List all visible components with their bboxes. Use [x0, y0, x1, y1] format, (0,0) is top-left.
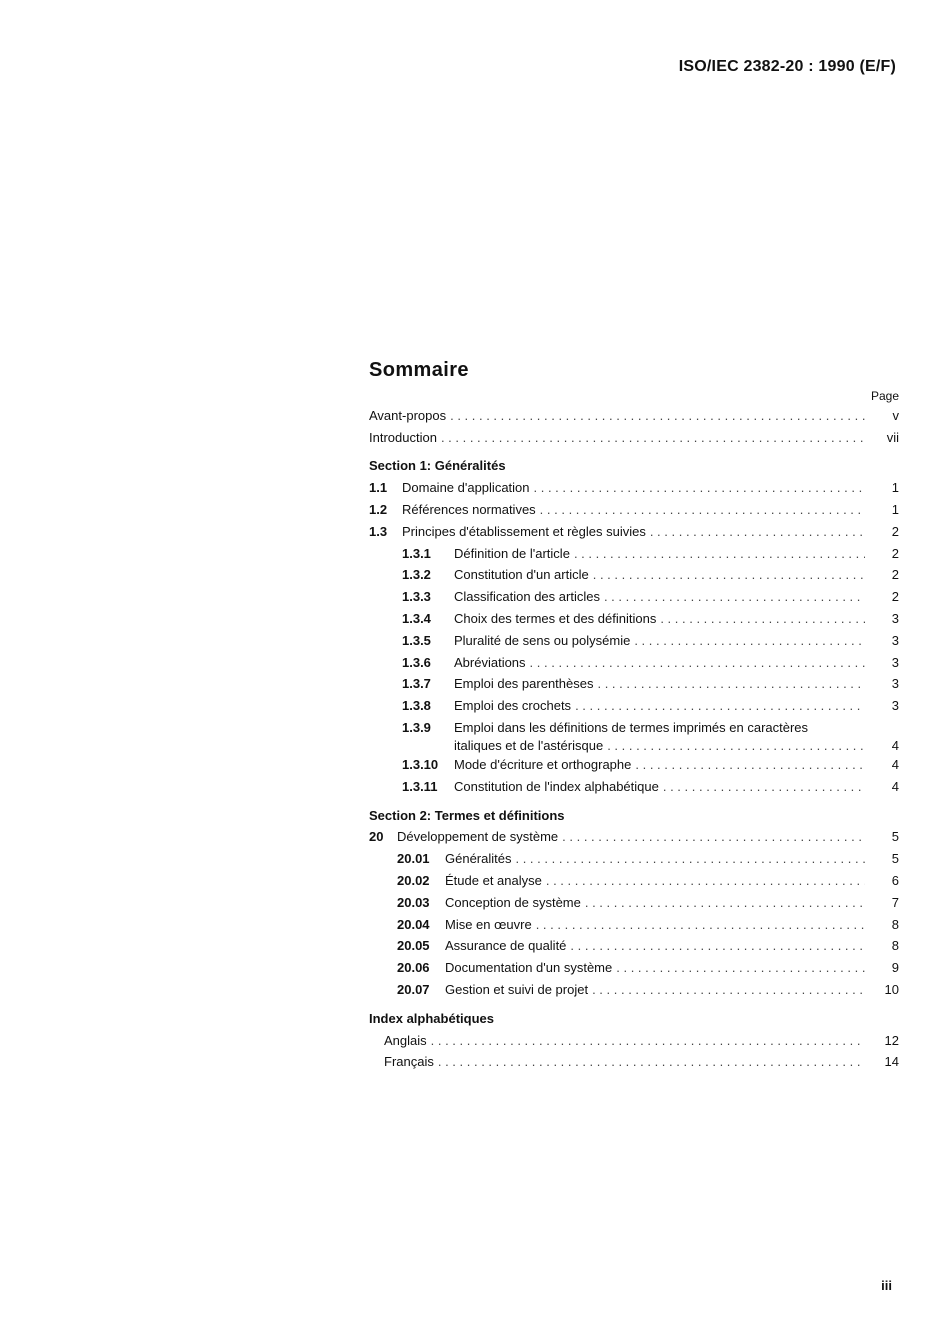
toc-entry-text: Anglais: [384, 1032, 427, 1048]
page-number: iii: [881, 1278, 892, 1293]
leader-dots: [515, 848, 865, 870]
section-2-heading: Section 2: Termes et définitions: [369, 807, 565, 823]
toc-entry-number: 1.3.9: [402, 719, 431, 735]
toc-entry-page: 3: [891, 610, 899, 626]
document-code: ISO/IEC 2382-20 : 1990 (E/F): [678, 58, 896, 75]
toc-entry-index-english[interactable]: [369, 1030, 899, 1052]
toc-subentry[interactable]: [369, 608, 899, 630]
toc-entry-number: 1.2: [369, 501, 388, 517]
toc-entry-text: Définition de l'article: [454, 545, 570, 561]
leader-dots: [431, 1030, 865, 1052]
toc-entry-page: 14: [884, 1054, 899, 1070]
leader-dots: [593, 564, 865, 586]
toc-entry-page: 2: [891, 523, 899, 539]
toc-entry-page: 4: [891, 778, 899, 794]
leader-dots: [616, 957, 865, 979]
toc-entry-page: 3: [891, 654, 899, 670]
toc-entry[interactable]: [369, 477, 899, 499]
toc-entry-number: 1.3.6: [402, 654, 431, 670]
toc-entry-number: 20.03: [397, 894, 430, 910]
toc-entry-page: 6: [891, 872, 899, 888]
leader-dots: [546, 870, 865, 892]
leader-dots: [607, 737, 865, 754]
page-column-label: Page: [870, 388, 899, 403]
leader-dots: [663, 776, 865, 798]
toc-entry-number: 1.1: [369, 480, 388, 496]
toc-entry-number: 1.3.5: [402, 632, 431, 648]
toc-entry-text: Références normatives: [402, 501, 536, 517]
toc-entry-introduction[interactable]: [369, 427, 899, 449]
toc-entry-foreword[interactable]: [369, 405, 899, 427]
leader-dots: [660, 608, 865, 630]
leader-dots: [592, 979, 865, 1001]
toc-entry-page: 2: [891, 589, 899, 605]
toc-subentry[interactable]: [369, 673, 899, 695]
toc-entry-number: 1.3.11: [402, 778, 438, 794]
toc-entry-text-continued: italiques et de l'astérisque: [454, 737, 604, 753]
toc-subentry[interactable]: [369, 695, 899, 717]
toc-entry[interactable]: [369, 499, 899, 521]
leader-dots: [534, 477, 865, 499]
toc-subentry[interactable]: [369, 652, 899, 674]
toc-entry-text: Choix des termes et des définitions: [454, 610, 657, 626]
toc-entry-page: vii: [886, 429, 899, 445]
toc-entry-page: 8: [891, 916, 899, 932]
leader-dots: [585, 892, 865, 914]
toc-entry-number: 20.01: [397, 851, 430, 867]
toc-entry-page: 4: [891, 737, 899, 753]
toc-entry-number: 20.02: [397, 872, 430, 888]
leader-dots: [530, 652, 865, 674]
toc-entry-text: Développement de système: [397, 829, 559, 845]
toc-entry-number: 1.3.4: [402, 610, 431, 626]
toc-entry-text: Étude et analyse: [445, 872, 542, 888]
toc-entry-text: Abréviations: [454, 654, 526, 670]
leader-dots: [441, 427, 865, 449]
toc-entry[interactable]: [369, 826, 899, 848]
toc-entry-page: 8: [891, 938, 899, 954]
toc-entry-number: 1.3.1: [402, 545, 431, 561]
toc-subentry[interactable]: [369, 870, 899, 892]
leader-dots: [536, 914, 865, 936]
leader-dots: [450, 405, 865, 427]
toc-entry-number: 20.04: [397, 916, 430, 932]
toc-entry-number: 1.3.2: [402, 567, 431, 583]
toc-entry-number: 1.3.8: [402, 698, 431, 714]
toc-entry-text: Assurance de qualité: [445, 938, 567, 954]
toc-entry-text: Mise en œuvre: [445, 916, 532, 932]
toc-entry-page: 12: [884, 1032, 899, 1048]
leader-dots: [575, 695, 865, 717]
toc-entry-page: 7: [891, 894, 899, 910]
toc-subentry[interactable]: [369, 979, 899, 1001]
toc-subentry[interactable]: [369, 564, 899, 586]
toc-entry-number: 1.3.7: [402, 676, 431, 692]
table-of-contents: [369, 360, 899, 1073]
toc-entry-text: Constitution de l'index alphabétique: [454, 778, 659, 794]
toc-entry-page: 3: [891, 676, 899, 692]
toc-subentry[interactable]: [369, 848, 899, 870]
toc-entry-page: 2: [891, 545, 899, 561]
toc-entry-page: v: [892, 407, 899, 423]
leader-dots: [570, 935, 865, 957]
toc-entry-text: Généralités: [445, 851, 512, 867]
toc-subentry[interactable]: [369, 543, 899, 565]
toc-entry-page: 10: [884, 981, 899, 997]
toc-entry-page: 9: [891, 960, 899, 976]
leader-dots: [540, 499, 865, 521]
toc-entry-number: 20: [369, 829, 384, 845]
toc-entry-text: Avant-propos: [369, 407, 447, 423]
toc-entry-number: 20.06: [397, 960, 430, 976]
toc-entry-text: Introduction: [369, 429, 437, 445]
toc-entry[interactable]: [369, 521, 899, 543]
toc-entry-page: 2: [891, 567, 899, 583]
toc-entry-text: Domaine d'application: [402, 480, 530, 496]
toc-entry-text: Gestion et suivi de projet: [445, 981, 589, 997]
toc-entry-text: Emploi dans les définitions de termes imprimés en caractères: [454, 719, 809, 735]
toc-entry-index-french[interactable]: [369, 1051, 899, 1073]
toc-subentry[interactable]: [369, 957, 899, 979]
toc-subentry-139[interactable]: [369, 717, 899, 737]
toc-subentry[interactable]: [369, 754, 899, 776]
leader-dots: [438, 1051, 865, 1073]
toc-entry-text: Emploi des crochets: [454, 698, 572, 714]
toc-entry-text: Français: [384, 1054, 434, 1070]
toc-entry-text: Emploi des parenthèses: [454, 676, 594, 692]
toc-entry-page: 3: [891, 632, 899, 648]
toc-entry-page: 5: [891, 851, 899, 867]
toc-subentry[interactable]: [369, 630, 899, 652]
toc-entry-page: 3: [891, 698, 899, 714]
toc-entry-number: 1.3.3: [402, 589, 431, 605]
toc-entry-page: 1: [891, 501, 899, 517]
section-1-heading: Section 1: Généralités: [369, 458, 506, 474]
toc-subentry[interactable]: [369, 776, 899, 798]
toc-entry-text: Conception de système: [445, 894, 581, 910]
toc-subentry[interactable]: [369, 892, 899, 914]
toc-entry-page: 5: [891, 829, 899, 845]
toc-entry-page: 4: [891, 756, 899, 772]
toc-subentry[interactable]: [369, 914, 899, 936]
toc-entry-text: Mode d'écriture et orthographe: [454, 756, 632, 772]
toc-entry-number: 20.05: [397, 938, 430, 954]
toc-subentry[interactable]: [369, 935, 899, 957]
toc-entry-text: Documentation d'un système: [445, 960, 613, 976]
index-heading: Index alphabétiques: [369, 1010, 494, 1026]
leader-dots: [634, 630, 865, 652]
toc-entry-page: 1: [891, 480, 899, 496]
toc-entry-number: 1.3: [369, 523, 388, 539]
toc-entry-text: Classification des articles: [454, 589, 600, 605]
toc-entry-number: 20.07: [397, 981, 430, 997]
leader-dots: [597, 673, 865, 695]
toc-entry-text: Constitution d'un article: [454, 567, 589, 583]
toc-subentry-139-continued[interactable]: [369, 737, 899, 754]
toc-entry-text: Pluralité de sens ou polysémie: [454, 632, 631, 648]
leader-dots: [574, 543, 865, 565]
toc-entry-text: Principes d'établissement et règles suivies: [402, 523, 646, 539]
toc-subentry[interactable]: [369, 586, 899, 608]
leader-dots: [604, 586, 865, 608]
leader-dots: [635, 754, 865, 776]
leader-dots: [650, 521, 865, 543]
leader-dots: [562, 826, 865, 848]
toc-title: Sommaire: [369, 359, 469, 381]
toc-entry-number: 1.3.10: [402, 756, 439, 772]
